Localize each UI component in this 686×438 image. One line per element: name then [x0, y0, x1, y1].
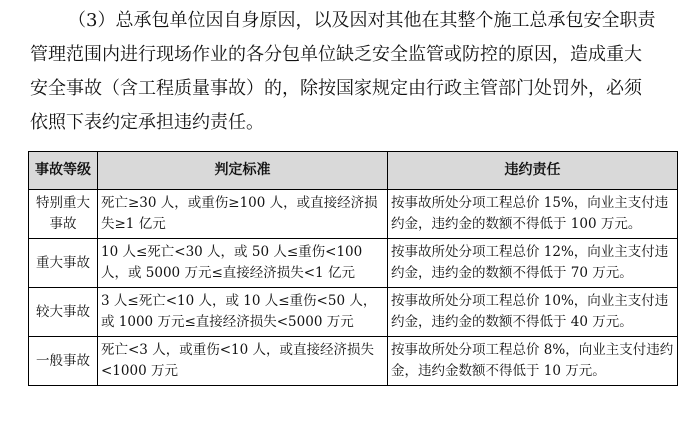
liability-cell: 按事故所处分项工程总价 10%，向业主支付违约金，违约金的数额不得低于 40 万元。	[388, 288, 678, 337]
accident-grade-cell: 较大事故	[29, 288, 98, 337]
paragraph-line: 安全事故（含工程质量事故）的，除按国家规定由行政主管部门处罚外，必须	[30, 78, 642, 99]
criteria-cell: 死亡<3 人，或重伤<10 人，或直接经济损失<1000 万元	[98, 337, 388, 386]
header-criteria: 判定标准	[98, 152, 388, 190]
liability-table	[28, 151, 678, 386]
liability-cell: 按事故所处分项工程总价 12%，向业主支付违约金，违约金的数额不得低于 70 万元。	[388, 239, 678, 288]
paragraph-line: 管理范围内进行现场作业的各分包单位缺乏安全监管或防控的原因，造成重大	[30, 44, 642, 65]
paragraph-line: 依照下表约定承担违约责任。	[30, 112, 264, 133]
header-accident-grade: 事故等级	[29, 152, 98, 190]
table-row	[29, 337, 678, 386]
table-header-row	[29, 152, 678, 190]
table-row	[29, 239, 678, 288]
criteria-cell: 10 人≤死亡<30 人，或 50 人≤重伤<100 人，或 5000 万元≤直接经济损失<1 亿元	[98, 239, 388, 288]
header-liability: 违约责任	[388, 152, 678, 190]
criteria-cell: 死亡≥30 人，或重伤≥100 人，或直接经济损失≥1 亿元	[98, 190, 388, 239]
liability-cell: 按事故所处分项工程总价 15%，向业主支付违约金，违约金的数额不得低于 100 万元。	[388, 190, 678, 239]
table-row	[29, 288, 678, 337]
accident-grade-cell: 特别重大事故	[29, 190, 98, 239]
table-row	[29, 190, 678, 239]
criteria-cell: 3 人≤死亡<10 人，或 10 人≤重伤<50 人，或 1000 万元≤直接经济损失<5000 万元	[98, 288, 388, 337]
accident-grade-cell: 一般事故	[29, 337, 98, 386]
accident-grade-cell: 重大事故	[29, 239, 98, 288]
paragraph-line: （3）总承包单位因自身原因，以及因对其他在其整个施工总承包安全职责	[68, 10, 656, 31]
clause-paragraph	[30, 4, 680, 140]
liability-cell: 按事故所处分项工程总价 8%，向业主支付违约金，违约金数额不得低于 10 万元。	[388, 337, 678, 386]
